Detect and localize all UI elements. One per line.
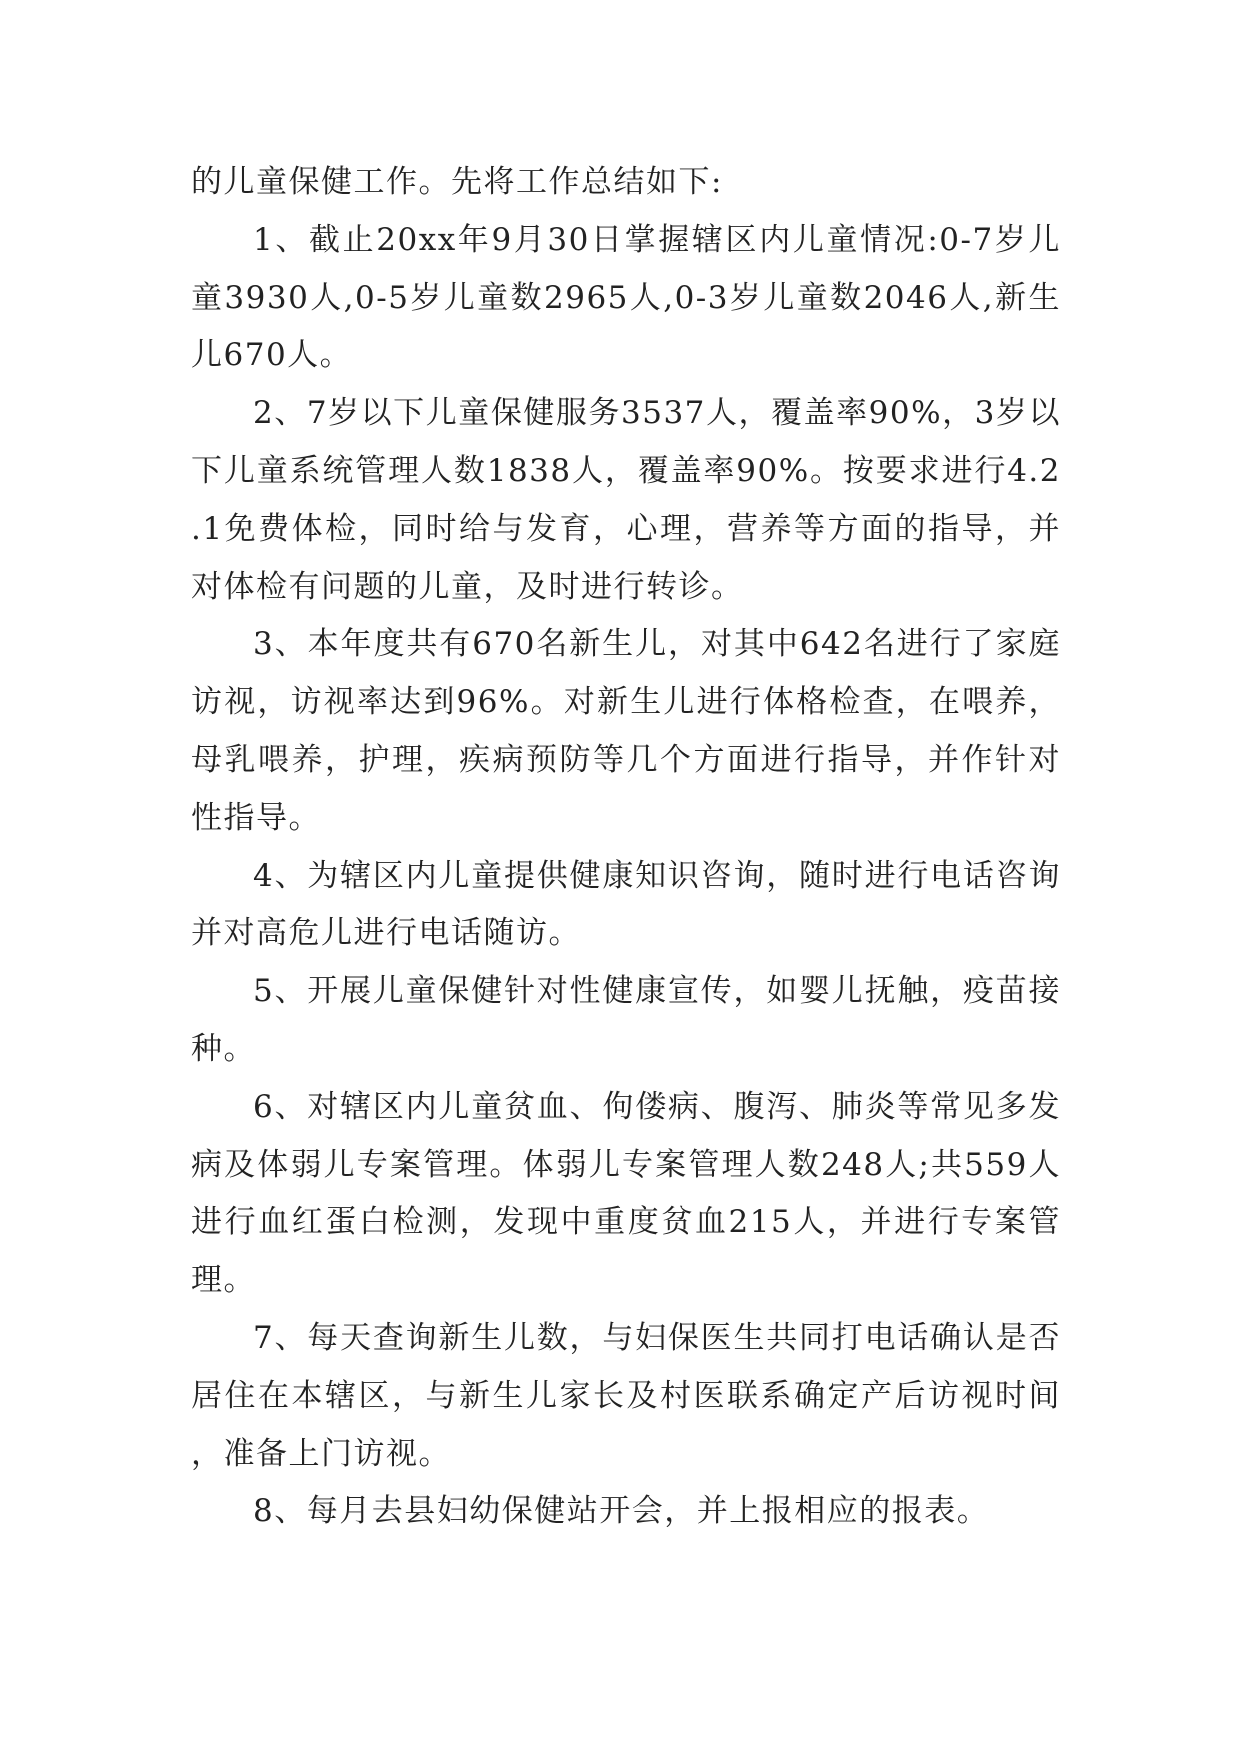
paragraph-item-6: 6、对辖区内儿童贫血、佝偻病、腹泻、肺炎等常见多发病及体弱儿专案管理。体弱儿专案管理人数248人;共559人进行血红蛋白检测，发现中重度贫血215人，并进行专案管理。 [191,1088,1061,1299]
paragraph-item-5: 5、开展儿童保健针对性健康宣传，如婴儿抚触，疫苗接种。 [191,973,1061,1067]
paragraph-item-7: 7、每天查询新生儿数，与妇保医生共同打电话确认是否居住在本辖区，与新生儿家长及村医联系确定产后访视时间，准备上门访视。 [191,1319,1061,1472]
paragraph-item-8: 8、每月去县妇幼保健站开会，并上报相应的报表。 [253,1493,990,1530]
paragraph-item-2: 2、7岁以下儿童保健服务3537人，覆盖率90%，3岁以下儿童系统管理人数1838人，覆盖率90%。按要求进行4.2.1免费体检，同时给与发育，心理，营养等方面的指导，并对体检有问题的儿童，及时进行转诊。 [191,395,1061,605]
paragraph-item-3: 3、本年度共有670名新生儿，对其中642名进行了家庭访视，访视率达到96%。对新生儿进行体格检查，在喂养，母乳喂养，护理，疾病预防等几个方面进行指导，并作针对性指导。 [191,626,1061,836]
paragraph-item-4: 4、为辖区内儿童提供健康知识咨询，随时进行电话咨询并对高危儿进行电话随访。 [191,857,1061,952]
document-body [191,154,1061,1541]
paragraph-item-1: 1、截止20xx年9月30日掌握辖区内儿童情况:0-7岁儿童3930人,0-5岁儿童数2965人,0-3岁儿童数2046人,新生儿670人。 [191,221,1061,374]
paragraph-intro: 的儿童保健工作。先将工作总结如下: [191,164,723,200]
